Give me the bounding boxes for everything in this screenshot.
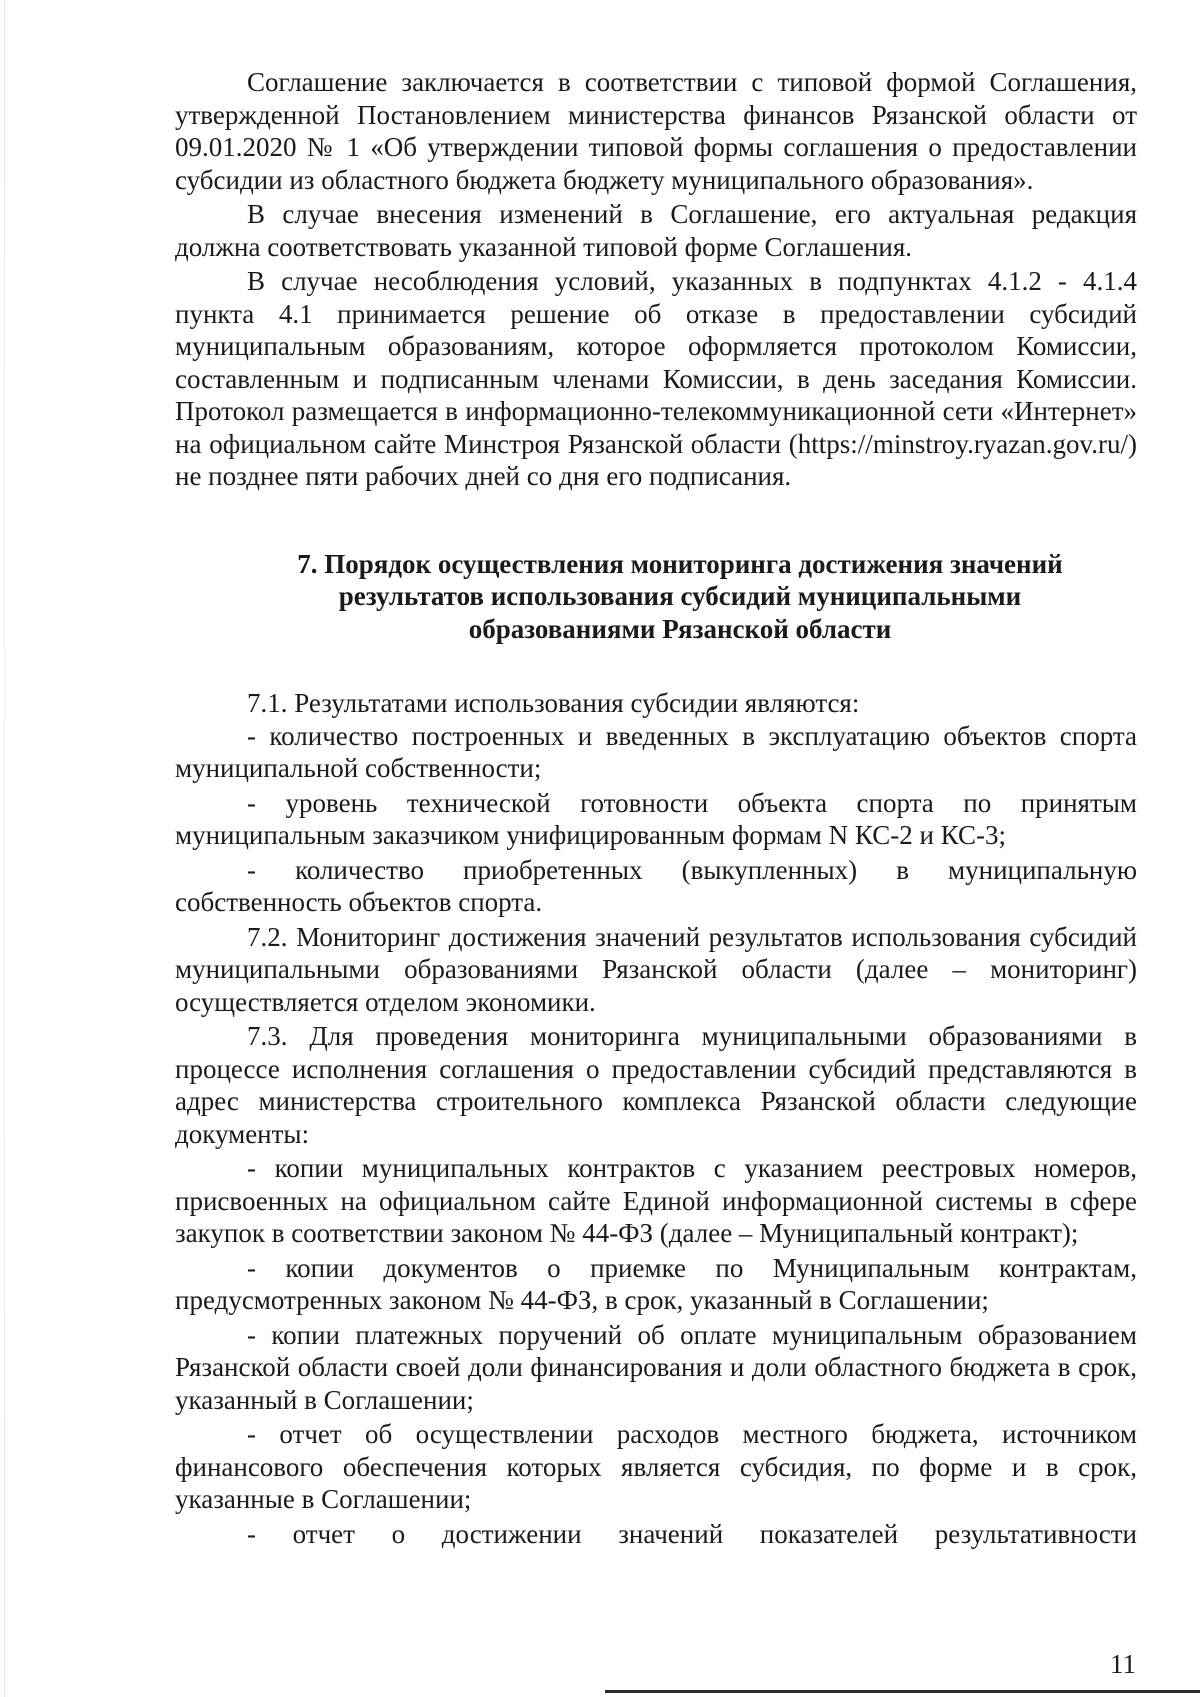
list-item-acceptance-documents: - копии документов о приемке по Муниципальным контрактам, предусмотренных законом № 44-ФЗ, в срок, указанный в Соглашении; bbox=[175, 1252, 1137, 1315]
section-heading-line-1: 7. Порядок осуществления мониторинга достижения значений bbox=[297, 548, 1063, 579]
intro-paragraph-refusal-conditions: В случае несоблюдения условий, указанных в подпунктах 4.1.2 - 4.1.4 пункта 4.1 принимается решение об отказе в предоставлении субсидий муниципальным образованиям, которое оформляется протоколом Комиссии, составленным и подписанным членами Комиссии, в день заседания Комиссии. Протокол размещается в информационно-телекоммуникационной сети «Интернет» на официальном сайте Минстроя Рязанской области (https://minstroy.ryazan.gov.ru/) не позднее пяти рабочих дней со дня его подписания. bbox=[175, 266, 1137, 491]
paragraph-7-1: 7.1. Результатами использования субсидии являются: bbox=[247, 688, 860, 718]
scan-edge-line bbox=[4, 0, 5, 1697]
list-item-expense-report: - отчет об осуществлении расходов местного бюджета, источником финансового обеспечения которых является субсидия, по форме и в срок, указанные в Соглашении; bbox=[175, 1419, 1137, 1514]
paragraph-7-2: 7.2. Мониторинг достижения значений результатов использования субсидий муниципальными образованиями Рязанской области (далее – мониторинг) осуществляется отделом экономики. bbox=[175, 921, 1137, 1017]
list-item-sport-objects-acquired: - количество приобретенных (выкупленных) в муниципальную собственность объектов спорта. bbox=[175, 854, 1137, 917]
section-7-body bbox=[175, 687, 1137, 1550]
scan-bottom-rule bbox=[605, 1690, 1200, 1693]
section-heading-line-2: результатов использования субсидий муниципальными bbox=[338, 581, 1022, 611]
section-7-heading bbox=[175, 548, 1137, 646]
list-item-performance-report: - отчет о достижении значений показателей результативности bbox=[247, 1518, 1137, 1549]
intro-paragraph-agreement-changes: В случае внесения изменений в Соглашение, его актуальная редакция должна соответствовать указанной типовой форме Соглашения. bbox=[175, 199, 1137, 262]
intro-paragraph-agreement-form: Соглашение заключается в соответствии с типовой формой Соглашения, утвержденной Постановлением министерства финансов Рязанской области от 09.01.2020 № 1 «Об утверждении типовой формы соглашения о предоставлении субсидии из областного бюджета бюджету муниципального образования». bbox=[175, 67, 1137, 195]
section-heading-line-3: образованиями Рязанской области bbox=[468, 613, 892, 644]
list-item-payment-orders: - копии платежных поручений об оплате муниципальным образованием Рязанской области своей доли финансирования и доли областного бюджета в срок, указанный в Соглашении; bbox=[175, 1319, 1137, 1415]
list-item-contract-copies: - копии муниципальных контрактов с указанием реестровых номеров, присвоенных на официальном сайте Единой информационной системы в сфере закупок в соответствии законом № 44-ФЗ (далее – Муниципальный контракт); bbox=[175, 1153, 1137, 1248]
list-item-sport-objects-built: - количество построенных и введенных в эксплуатацию объектов спорта муниципальной собственности; bbox=[175, 720, 1137, 783]
paragraph-7-3: 7.3. Для проведения мониторинга муниципальными образованиями в процессе исполнения соглашения о предоставлении субсидий представляются в адрес министерства строительного комплекса Рязанской области следующие документы: bbox=[175, 1021, 1137, 1149]
page-number: 11 bbox=[1110, 1649, 1136, 1679]
document-body bbox=[175, 66, 1137, 1550]
list-item-technical-readiness: - уровень технической готовности объекта спорта по принятым муниципальным заказчиком унифицированным формам N КС-2 и КС-3; bbox=[175, 787, 1137, 850]
